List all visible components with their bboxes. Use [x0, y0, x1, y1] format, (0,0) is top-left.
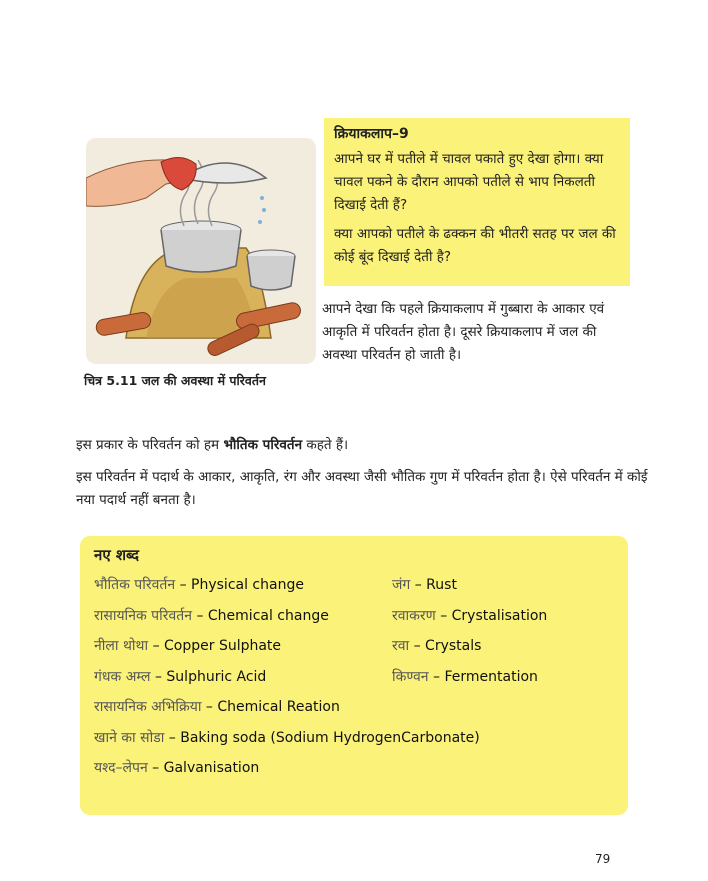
- definition-term: भौतिक परिवर्तन: [223, 437, 303, 453]
- activity-title: क्रियाकलाप–9: [334, 126, 409, 142]
- word-entry: रासायनिक परिवर्तन – Chemical change: [94, 607, 329, 624]
- word-entry: नीला थोथा – Copper Sulphate: [94, 638, 282, 654]
- word-row: [94, 666, 618, 697]
- word-row: [94, 635, 618, 666]
- activity-text: [334, 148, 622, 269]
- word-entry: रवा – Crystals: [392, 638, 482, 654]
- word-entry: जंग – Rust: [392, 577, 457, 593]
- word-row: [94, 574, 618, 605]
- word-entry: यश्द–लेपन – Galvanisation: [94, 760, 260, 776]
- word-entry: किण्वन – Fermentation: [392, 668, 538, 685]
- word-list: [94, 574, 618, 788]
- side-paragraph: आपने देखा कि पहले क्रियाकलाप में गुब्बारा के आकार एवं आकृति में परिवर्तन होता है। दूसरे क्रियाकलाप में जल की अवस्था परिवर्तन हो जाती है।: [322, 301, 605, 363]
- word-entry: गंधक अम्ल – Sulphuric Acid: [94, 668, 267, 685]
- figure-caption: चित्र 5.11 जल की अवस्था में परिवर्तन: [84, 373, 266, 388]
- definition-start: इस प्रकार के परिवर्तन को हम: [76, 437, 224, 453]
- physical-change-definition: [76, 434, 648, 457]
- word-row: [94, 605, 618, 636]
- page-number: 79: [595, 852, 611, 866]
- definition-end: कहते हैं।: [302, 437, 349, 453]
- word-entry: खाने का सोडा – Baking soda (Sodium HydrogenCarbonate): [94, 729, 480, 746]
- activity-box: [324, 118, 630, 286]
- word-entry: रासायनिक अभिक्रिया – Chemical Reation: [94, 699, 340, 715]
- physical-change-explanation: इस परिवर्तन में पदार्थ के आकार, आकृति, रंग और अवस्था जैसी भौतिक गुण में परिवर्तन होता है। ऐसे परिवर्तन में कोई नया पदार्थ नहीं बनता है।: [76, 469, 648, 508]
- activity-paragraph-1: आपने घर में पतीले में चावल पकाते हुए देखा होगा। क्या चावल पकने के दौरान आपको पतीले से भाप निकलती दिखाई देती हैं?: [334, 151, 604, 213]
- word-row: [94, 757, 618, 788]
- word-entry: रवाकरण – Crystalisation: [392, 607, 548, 624]
- steam-pot-drawing: [86, 138, 316, 364]
- activity-paragraph-2: क्या आपको पतीले के ढक्कन की भीतरी सतह पर जल की कोई बूंद दिखाई देती है?: [334, 226, 616, 265]
- new-words-box: [80, 536, 628, 815]
- word-row: [94, 696, 618, 727]
- new-words-title: नए शब्द: [94, 546, 140, 564]
- word-entry: भौतिक परिवर्तन – Physical change: [94, 577, 304, 593]
- rice-cooking-illustration: [86, 138, 316, 364]
- word-row: [94, 727, 618, 758]
